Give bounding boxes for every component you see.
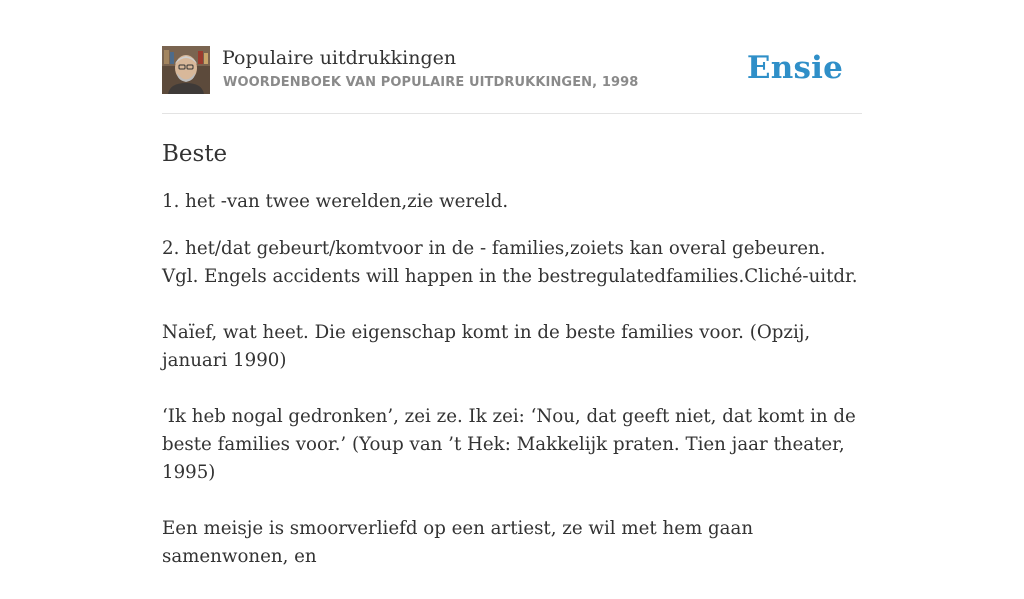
avatar-image — [162, 46, 210, 94]
author-avatar[interactable] — [162, 46, 210, 94]
entry-body — [162, 188, 862, 571]
source-subtitle: WOORDENBOEK VAN POPULAIRE UITDRUKKINGEN, 1998 — [223, 75, 639, 90]
ensie-logo[interactable]: Ensie — [746, 50, 843, 86]
quote-3: Een meisje is smoorverliefd op een artiest, ze wil met hem gaan samenwonen, en — [162, 518, 754, 567]
source-title[interactable]: Populaire uitdrukkingen — [222, 47, 457, 69]
quote-2: ‘Ik heb nogal gedronken’, zei ze. Ik zei: ‘Nou, dat geeft niet, dat komt in de beste families voor.’ (Youp van ’t Hek: Makkelijk praten. Tien jaar theater, 1995) — [162, 406, 856, 483]
definition-2: 2. het/dat gebeurt/komtvoor in de - families,zoiets kan overal gebeuren. Vgl. Engels accidents will happen in the bestregulatedfamilies.Cliché-uitdr. — [162, 238, 858, 287]
source-header — [162, 46, 862, 114]
entry-title: Beste — [162, 141, 228, 167]
quote-1: Naïef, wat heet. Die eigenschap komt in de beste families voor. (Opzij, januari 1990) — [162, 322, 811, 371]
definition-1: 1. het -van twee werelden,zie wereld. — [162, 191, 509, 212]
page-container — [162, 46, 862, 599]
